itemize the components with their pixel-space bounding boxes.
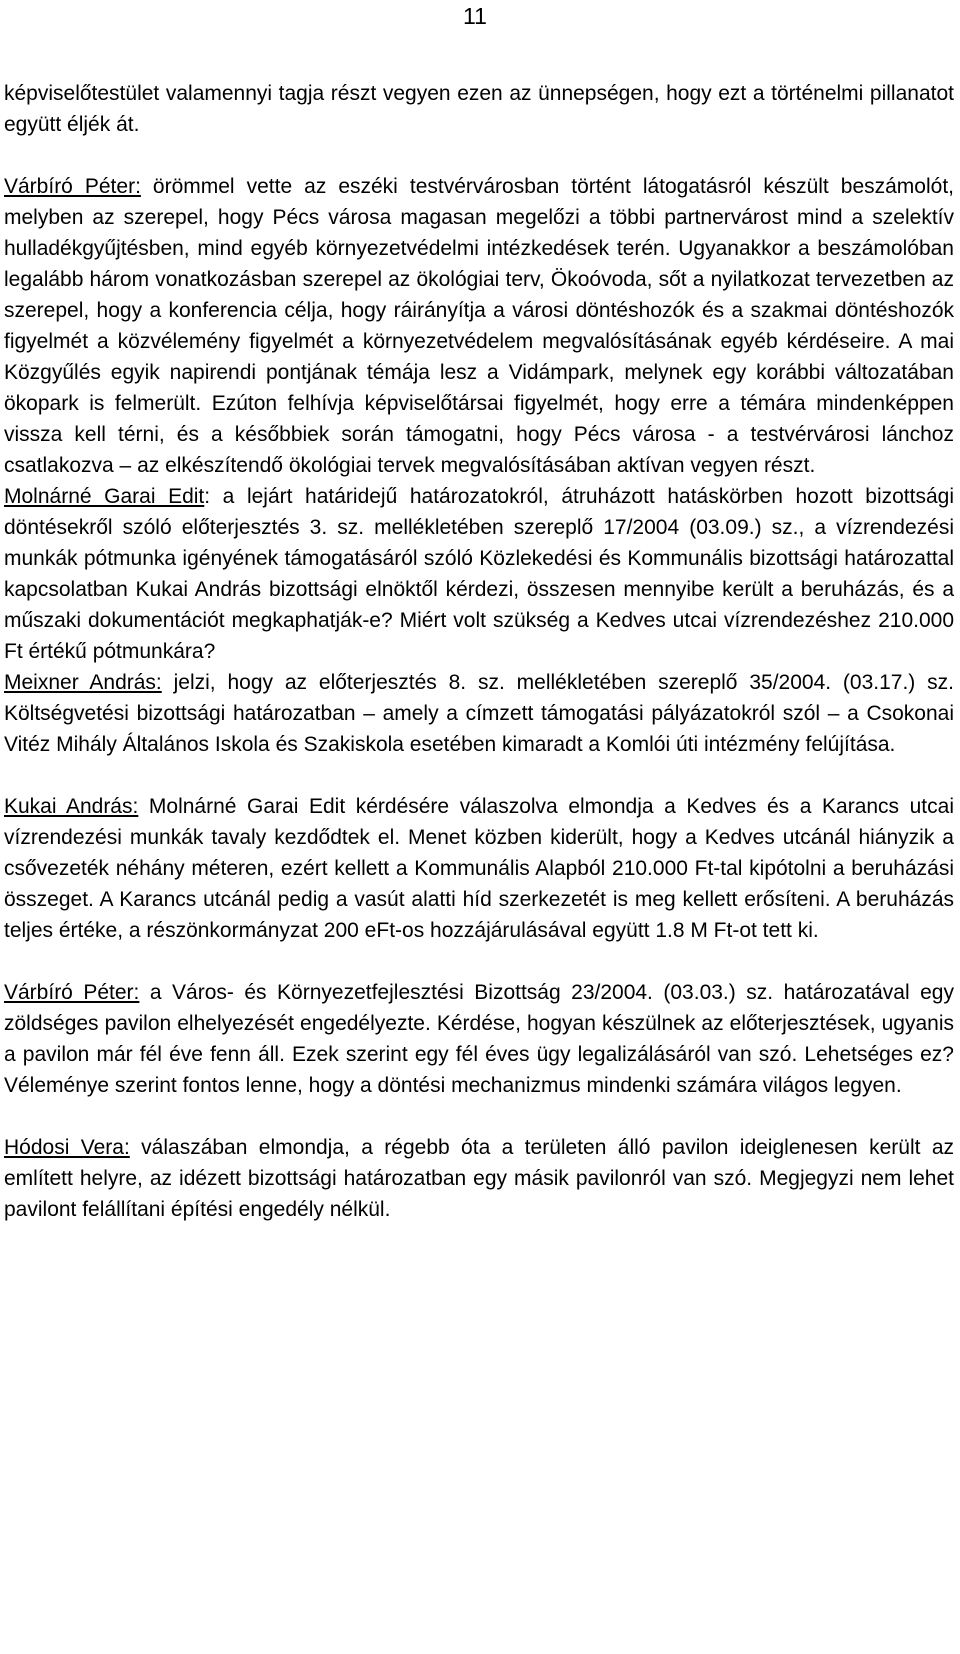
speaker-name: Molnárné Garai Edit bbox=[4, 485, 205, 508]
speaker-name: Várbíró Péter: bbox=[4, 981, 140, 1004]
paragraph-text: : a lejárt határidejű határozatokról, átruházott hatáskörben hozott bizottsági döntésekről szóló előterjesztés 3. sz. mellékletében szereplő 17/2004 (03.09.) sz., a vízrendezési munkák pótmunka igényének támogatásáról szóló Közlekedési és Kommunális bizottsági határozattal kapcsolatban Kukai András bizottsági elnöktől kérdezi, összesen mennyibe került a beruházás, és a műszaki dokumentációt megkaphatják-e? Miért volt szükség a Kedves utcai vízrendezéshez 210.000 Ft értékű pótmunkára? bbox=[4, 485, 955, 663]
speaker-name: Várbíró Péter: bbox=[4, 175, 141, 198]
paragraph-1 bbox=[4, 78, 954, 140]
paragraph-7 bbox=[4, 1132, 954, 1225]
paragraph-4 bbox=[4, 667, 954, 760]
paragraph-3 bbox=[4, 481, 954, 667]
page-number: 11 bbox=[463, 3, 487, 29]
paragraph-text: jelzi, hogy az előterjesztés 8. sz. mellékletében szereplő 35/2004. (03.17.) sz. Költségvetési bizottsági határozatban – amely a címzett támogatási pályázatokról szól – a Csokonai Vitéz Mihály Általános Iskola és Szakiskola esetében kimaradt a Komlói úti intézmény felújítása. bbox=[4, 671, 954, 756]
paragraph-6 bbox=[4, 977, 954, 1101]
speaker-name: Hódosi Vera: bbox=[4, 1136, 130, 1159]
paragraph-text: Molnárné Garai Edit kérdésére válaszolva elmondja a Kedves és a Karancs utcai vízrendezési munkák tavaly kezdődtek el. Menet közben kiderült, hogy a Kedves utcánál hiányzik a csővezeték néhány méteren, ezért kellett a Kommunális Alapból 210.000 Ft-tal kipótolni a beruházási összeget. A Karancs utcánál pedig a vasút alatti híd szerkezetét is meg kellett erősíteni. A beruházás teljes értéke, a részönkormányzat 200 eFt-os hozzájárulásával együtt 1.8 M Ft-ot tett ki. bbox=[4, 795, 954, 942]
paragraph-text: a Város- és Környezetfejlesztési Bizottság 23/2004. (03.03.) sz. határozatával egy zöldséges pavilon elhelyezését engedélyezte. Kérdése, hogyan készülnek az előterjesztések, ugyanis a pavilon már fél éve fenn áll. Ezek szerint egy fél éves ügy legalizálásáról van szó. Lehetséges ez? Véleménye szerint fontos lenne, hogy a döntési mechanizmus mindenki számára világos legyen. bbox=[4, 981, 954, 1097]
paragraph-text: válaszában elmondja, a régebb óta a területen álló pavilon ideiglenesen került az említett helyre, az idézett bizottsági határozatban egy másik pavilonról van szó. Megjegyzi nem lehet pavilont felállítani építési engedély nélkül. bbox=[4, 1136, 955, 1221]
paragraph-text: képviselőtestület valamennyi tagja részt vegyen ezen az ünnepségen, hogy ezt a történelmi pillanatot együtt éljék át. bbox=[4, 82, 954, 136]
speaker-name: Kukai András: bbox=[4, 795, 139, 818]
paragraph-text: örömmel vette az eszéki testvérvárosban történt látogatásról készült beszámolót, melyben az szerepel, hogy Pécs városa magasan megelőzi a többi partnervárost mind a szelektív hulladékgyűjtésben, mind egyéb környezetvédelmi intézkedések terén. Ugyanakkor a beszámolóban legalább három vonatkozásban szerepel az ökológiai terv, Ökoóvoda, sőt a nyilatkozat tervezetben az szerepel, hogy a konferencia célja, hogy ráirányítja a városi döntéshozók és a szakmai döntéshozók figyelmét a közvélemény figyelmét a környezetvédelem megvalósításának egyéb kérdéseire. A mai Közgyűlés egyik napirendi pontjának témája lesz a Vidámpark, melynek egy korábbi változatában ökopark is felmerült. Ezúton felhívja képviselőtársai figyelmét, hogy erre a témára mindenképpen vissza kell térni, és a későbbiek során támogatni, hogy Pécs városa - a testvérvárosi lánchoz csatlakozva – az elkészítendő ökológiai tervek megvalósításában aktívan vegyen részt. bbox=[4, 175, 954, 477]
speaker-name: Meixner András: bbox=[4, 671, 162, 694]
paragraph-5 bbox=[4, 791, 954, 946]
paragraph-2 bbox=[4, 171, 954, 481]
document-body bbox=[4, 78, 954, 1225]
